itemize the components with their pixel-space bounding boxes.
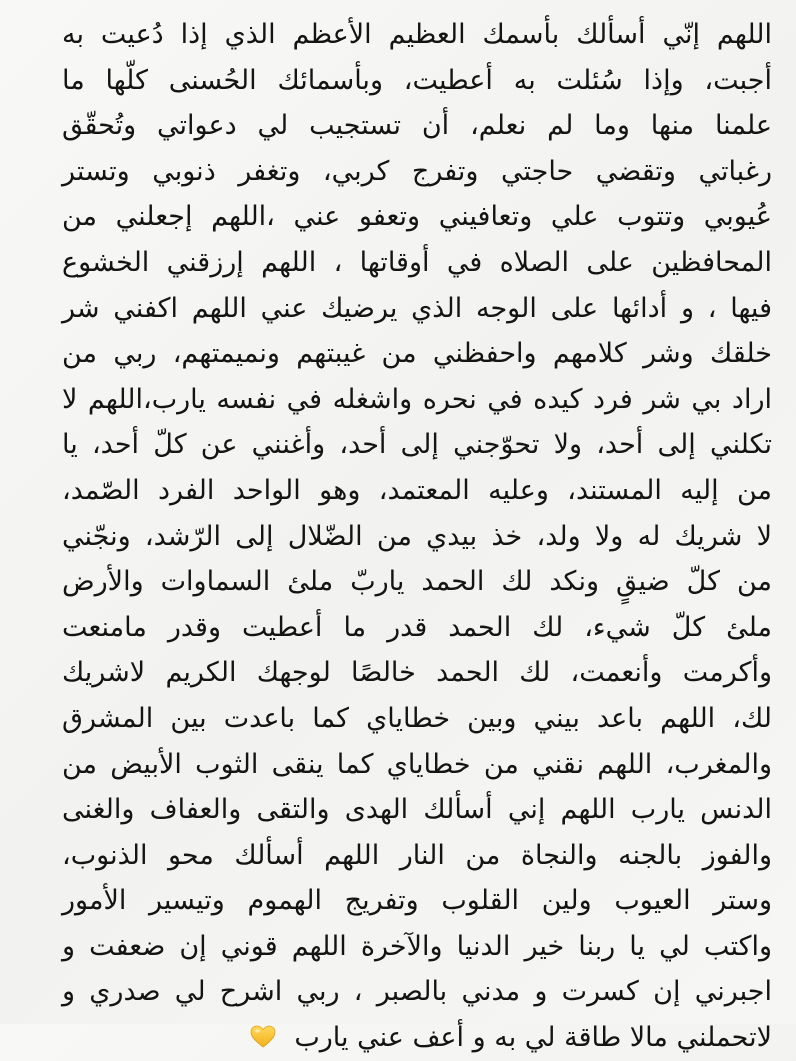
text-line-23-container	[62, 1015, 772, 1061]
text-line-19: والفوز بالجنه والنجاة من النار اللهم أسألك محو الذنوب،	[62, 839, 772, 871]
text-line-8: خلقك وشر كلامهم واحفظني من غيبتهم ونميمتهم، ربي من	[62, 338, 772, 370]
text-line-22: اجبرني إن كسرت و مدني بالصبر ، ربي اشرح لي صدري و	[62, 976, 772, 1008]
text-line-7: فيها ، و أدائها على الوجه الذي يرضيك عني اللهم اكفني شر	[62, 292, 772, 324]
text-line-2: أجبت، وإذا سُئلت به أعطيت، وبأسمائك الحُسنى كلّها ما	[62, 64, 772, 96]
text-line-6: المحافظين على الصلاه في أوقاتها ، اللهم إرزقني الخشوع	[62, 246, 772, 278]
text-line-5: عُيوبي وتتوب علي وتعافيني وتعفو عني ،اللهم إجعلني من	[62, 201, 772, 233]
text-line-9: اراد بي شر فرد كيده في نحره واشغله في نفسه يارب،اللهم لا	[62, 383, 772, 415]
text-line-18: الدنس يارب اللهم إني أسألك الهدى والتقى والعفاف والغنى	[62, 794, 772, 826]
text-line-16: لك، اللهم باعد بيني وبين خطاياي كما باعدت بين المشرق	[62, 702, 772, 734]
text-line-13: من كلّ ضيقٍ ونكد لك الحمد ياربّ ملئ السماوات والأرض	[62, 566, 772, 598]
text-line-14: ملئ كلّ شيء، لك الحمد قدر ما أعطيت وقدر مامنعت	[62, 611, 772, 643]
text-line-23: لاتحملني مالا طاقة لي به و أعف عني يارب	[294, 1022, 772, 1054]
text-line-11: من إليه المستند، وعليه المعتمد، وهو الواحد الفرد الصّمد،	[62, 474, 772, 506]
text-line-4: رغباتي وتقضي حاجتي وتفرج كربي، وتغفر ذنوبي وتستر	[62, 155, 772, 187]
text-line-17: والمغرب، اللهم نقني من خطاياي كما ينقى الثوب الأبيض من	[62, 748, 772, 780]
text-line-20: وستر العيوب ولين القلوب وتفريج الهموم وتيسير الأمور	[62, 885, 772, 917]
yellow-heart-icon	[250, 1025, 276, 1049]
text-line-10: تكلني إلى أحد، ولا تحوّجني إلى أحد، وأغنني عن كلّ أحد، يا	[62, 429, 772, 461]
text-line-1: اللهم إنّي أسألك بأسمك العظيم الأعظم الذي إذا دُعيت به	[62, 19, 772, 50]
text-line-3: علمنا منها وما لم نعلم، أن تستجيب لي دعواتي وتُحقّق	[62, 110, 772, 142]
notes-page	[62, 12, 772, 1054]
text-line-21: واكتب لي يا ربنا خير الدنيا والآخرة اللهم قوني إن ضعفت و	[62, 930, 772, 962]
text-line-12: لا شريك له ولا ولد، خذ بيدي من الضّلال إلى الرّشد، ونجّني	[62, 520, 772, 552]
text-line-15: وأكرمت وأنعمت، لك الحمد خالصًا لوجهك الكريم لاشريك	[62, 657, 772, 689]
